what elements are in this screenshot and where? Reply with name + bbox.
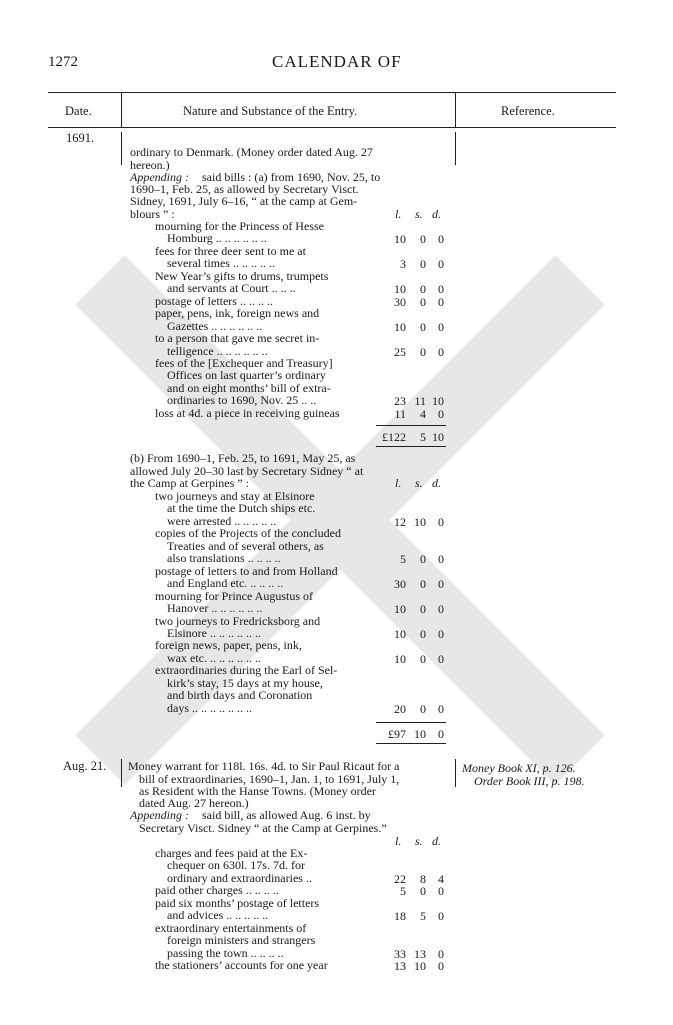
item-pounds: 10 — [394, 626, 406, 641]
item-text: loss at 4d. a piece in receiving guineas — [155, 405, 340, 420]
item-pounds: 10 — [394, 282, 406, 297]
col-pounds-label: l. — [395, 207, 402, 221]
col-pence-label: d. — [432, 834, 441, 848]
total-b-rule — [376, 722, 446, 723]
item-shillings: 0 — [420, 602, 426, 617]
item-pounds: 33 — [394, 946, 406, 961]
item-pounds: 11 — [394, 406, 406, 421]
entry2-bracket-left — [121, 759, 122, 787]
item-text: kirk’s stay, 15 days at my house, — [167, 675, 323, 690]
item-text: charges and fees paid at the Ex- — [155, 846, 308, 860]
item-shillings: 0 — [420, 319, 426, 334]
item-pounds: 10 — [394, 232, 406, 247]
item-pence: 0 — [438, 577, 444, 592]
item-pence: 0 — [438, 552, 444, 567]
entry1-line: blours ” : — [130, 207, 175, 221]
item-pence: 0 — [438, 294, 444, 309]
item-text: and advices .. .. .. .. .. — [167, 908, 269, 923]
item-pence: 0 — [438, 232, 444, 247]
total-a-rule — [376, 425, 446, 426]
item-text: two journeys to Fredricksborg and — [155, 613, 321, 628]
entry1-bracket-right — [455, 132, 456, 165]
item-shillings: 0 — [420, 257, 426, 272]
item-pounds: 13 — [394, 959, 406, 974]
item-pounds: 30 — [394, 294, 406, 309]
part-b-line: the Camp at Gerpines ” : — [130, 476, 249, 490]
item-pence: 4 — [438, 871, 444, 886]
item-shillings: 0 — [420, 577, 426, 592]
item-text: Offices on last quarter’s ordinary — [167, 368, 326, 383]
entry2-line: Money warrant for 118l. 16s. 4d. to Sir Paul Ricaut for a — [128, 759, 400, 773]
item-pence: 0 — [438, 319, 444, 334]
col-pounds-label: l. — [395, 834, 402, 848]
item-shillings: 0 — [420, 884, 426, 899]
item-pounds: 10 — [394, 319, 406, 334]
item-shillings: 0 — [420, 344, 426, 359]
item-pence: 0 — [438, 282, 444, 297]
item-text: paid other charges .. .. .. .. — [155, 883, 279, 898]
total-b-pounds: £97 — [388, 727, 406, 741]
part-b-line: (b) From 1690–1, Feb. 25, to 1691, May 25, as — [130, 451, 356, 465]
entry1-line: 1690–1, Feb. 25, as allowed by Secretary Visct. — [130, 182, 359, 196]
item-text: mourning for the Princess of Hesse — [155, 219, 324, 233]
page-title: CALENDAR OF — [272, 52, 402, 71]
item-pence: 0 — [438, 959, 444, 974]
item-text: ordinary and extraordinaries .. — [167, 870, 312, 885]
header-divider-left — [121, 92, 122, 128]
reference-order-book: Order Book III, p. 198. — [474, 774, 585, 788]
item-shillings: 0 — [420, 282, 426, 297]
item-pounds: 22 — [394, 871, 406, 886]
item-pence: 0 — [438, 514, 444, 529]
item-text: several times .. .. .. .. .. — [167, 256, 275, 271]
total-b-bottom-rule — [376, 743, 446, 744]
entry2-appending-label: Appending : — [130, 808, 189, 822]
entry2-line: dated Aug. 27 hereon.) — [139, 796, 249, 810]
item-text: fees of the [Exchequer and Treasury] — [155, 355, 333, 370]
part-b-line: allowed July 20–30 last by Secretary Sidney “ at — [130, 464, 364, 478]
watermark-x — [60, 240, 620, 800]
header-bottom-rule — [48, 127, 616, 128]
item-text: and England etc. .. .. .. .. — [167, 576, 284, 591]
item-pounds: 5 — [400, 552, 406, 567]
item-pence: 0 — [438, 884, 444, 899]
entry1-line: Sidney, 1691, July 6–16, “ at the camp at Gem- — [130, 194, 358, 208]
item-text: extraordinary entertainments of — [155, 920, 307, 935]
item-text: extraordinaries during the Earl of Sel- — [155, 663, 338, 678]
item-pence: 0 — [438, 602, 444, 617]
item-text: Gazettes .. .. .. .. .. .. — [167, 318, 263, 333]
item-text: New Year’s gifts to drums, trumpets — [155, 268, 329, 283]
item-pounds: 5 — [400, 884, 406, 899]
item-shillings: 11 — [414, 394, 426, 409]
item-pence: 0 — [438, 701, 444, 716]
item-pounds: 18 — [394, 909, 406, 924]
item-pounds: 23 — [394, 394, 406, 409]
item-text: paid six months’ postage of letters — [155, 895, 320, 910]
item-text: the stationers’ accounts for one year — [155, 958, 328, 973]
item-text: and on eight months’ bill of extra- — [167, 380, 331, 395]
item-text: wax etc. .. .. .. .. .. .. — [167, 650, 261, 665]
entry2-line: said bill, as allowed Aug. 6 inst. by — [202, 808, 371, 822]
item-text: Elsinore .. .. .. .. .. .. — [167, 625, 261, 640]
item-shillings: 0 — [420, 701, 426, 716]
header-top-rule — [48, 92, 616, 93]
item-pounds: 30 — [394, 577, 406, 592]
entry2-line: as Resident with the Hanse Towns. (Money order — [139, 784, 376, 798]
entry2-line: Secretary Visct. Sidney “ at the Camp at Gerpines.” — [139, 821, 387, 835]
item-text: postage of letters .. .. .. .. — [155, 293, 273, 308]
item-text: postage of letters to and from Holland — [155, 563, 338, 578]
item-shillings: 10 — [414, 959, 426, 974]
item-text: also translations .. .. .. .. — [167, 551, 281, 566]
col-shillings-label: s. — [415, 207, 423, 221]
entry1-appending-label: Appending : — [130, 170, 189, 184]
item-text: foreign ministers and strangers — [167, 933, 316, 948]
col-shillings-label: s. — [415, 834, 423, 848]
entry1-line: said bills : (a) from 1690, Nov. 25, to — [202, 170, 381, 184]
item-pence: 10 — [432, 394, 444, 409]
item-pence: 0 — [438, 344, 444, 359]
item-text: chequer on 630l. 17s. 7d. for — [167, 858, 305, 873]
item-text: paper, pens, ink, foreign news and — [155, 306, 320, 321]
entry1-bracket-left — [121, 132, 122, 165]
item-pence: 0 — [438, 257, 444, 272]
total-a-bottom-rule — [376, 446, 446, 447]
item-shillings: 8 — [420, 871, 426, 886]
item-text: copies of the Projects of the concluded — [155, 526, 341, 541]
item-pounds: 3 — [400, 257, 406, 272]
item-pounds: 20 — [394, 701, 406, 716]
item-shillings: 0 — [420, 626, 426, 641]
item-text: two journeys and stay at Elsinore — [155, 489, 315, 503]
col-pence-label: d. — [432, 207, 441, 221]
item-text: fees for three deer sent to me at — [155, 243, 306, 258]
item-text: Hanover .. .. .. .. .. .. — [167, 601, 263, 616]
col-pounds-label: l. — [395, 476, 402, 490]
total-a-pounds: £122 — [382, 430, 406, 444]
item-shillings: 10 — [414, 514, 426, 529]
item-text: passing the town .. .. .. .. — [167, 945, 284, 960]
item-shillings: 5 — [420, 909, 426, 924]
item-text: ordinaries to 1690, Nov. 25 .. .. — [167, 393, 317, 408]
item-shillings: 0 — [420, 294, 426, 309]
item-text: and servants at Court .. .. .. — [167, 281, 296, 296]
entry2-line: bill of extraordinaries, 1690–1, Jan. 1, to 1691, July 1, — [139, 772, 400, 786]
item-shillings: 13 — [414, 946, 426, 961]
total-a-shillings: 5 — [420, 430, 426, 444]
item-text: telligence .. .. .. .. .. .. — [167, 343, 268, 358]
page-number: 1272 — [48, 54, 78, 70]
column-header-reference: Reference. — [501, 104, 555, 118]
item-pence: 0 — [438, 909, 444, 924]
item-pounds: 10 — [394, 651, 406, 666]
col-pence-label: d. — [432, 476, 441, 490]
item-pounds: 10 — [394, 602, 406, 617]
item-text: Treaties and of several others, as — [167, 538, 324, 553]
column-header-nature: Nature and Substance of the Entry. — [183, 104, 358, 118]
item-pounds: 25 — [394, 344, 406, 359]
item-text: foreign news, paper, pens, ink, — [155, 638, 302, 653]
entry2-bracket-right — [455, 759, 456, 787]
item-pounds: 12 — [394, 514, 406, 529]
item-pence: 0 — [438, 626, 444, 641]
total-b-shillings: 10 — [414, 727, 426, 741]
item-pence: 0 — [438, 406, 444, 421]
column-header-date: Date. — [65, 104, 92, 118]
entry2-date: Aug. 21. — [63, 759, 107, 773]
col-shillings-label: s. — [415, 476, 423, 490]
item-text: at the time the Dutch ships etc. — [167, 501, 316, 516]
total-b-pence: 0 — [438, 727, 444, 741]
item-text: were arrested .. .. .. .. .. — [167, 513, 277, 528]
item-shillings: 4 — [420, 406, 426, 421]
reference-money-book: Money Book XI, p. 126. — [462, 761, 576, 775]
item-pence: 0 — [438, 651, 444, 666]
item-pence: 0 — [438, 946, 444, 961]
header-divider-right — [455, 92, 456, 128]
entry1-line: hereon.) — [130, 158, 170, 172]
entry1-line: ordinary to Denmark. (Money order dated Aug. 27 — [130, 145, 373, 159]
item-text: days .. .. .. .. .. .. .. — [167, 700, 252, 715]
item-shillings: 0 — [420, 552, 426, 567]
total-a-pence: 10 — [432, 430, 444, 444]
item-text: to a person that gave me secret in- — [155, 331, 320, 346]
item-text: mourning for Prince Augustus of — [155, 588, 313, 603]
item-shillings: 0 — [420, 651, 426, 666]
item-shillings: 0 — [420, 232, 426, 247]
item-text: and birth days and Coronation — [167, 688, 313, 703]
entry1-date: 1691. — [66, 131, 95, 145]
item-text: Homburg .. .. .. .. .. .. — [167, 231, 267, 246]
